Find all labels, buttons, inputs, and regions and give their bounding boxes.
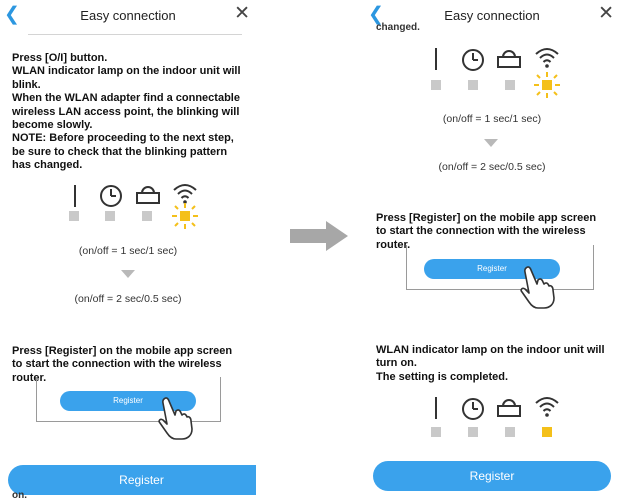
timer-icon	[458, 44, 488, 74]
mini-register-button: Register	[60, 391, 196, 411]
blink-rate-slow: (on/off = 2 sec/0.5 sec)	[74, 293, 182, 305]
blinking-lamp-icon	[170, 201, 200, 231]
timer-icon	[96, 180, 126, 210]
left-screen	[0, 0, 256, 500]
instruction-line: When the WLAN adapter find a connectable wireless LAN access point, the blinking will become slowly.	[12, 92, 240, 132]
down-arrow-icon	[121, 270, 135, 278]
register-button[interactable]: Register	[373, 461, 611, 491]
wifi-icon	[532, 42, 562, 72]
lamp-off	[505, 427, 515, 437]
close-icon[interactable]: ✕	[598, 3, 614, 24]
blink-rate-fast: (on/off = 1 sec/1 sec)	[442, 113, 542, 125]
instruction-line: Press [O/I] button.	[12, 52, 108, 64]
close-icon[interactable]: ✕	[234, 3, 250, 24]
tap-hand-icon	[152, 393, 200, 441]
next-step-arrow-icon	[290, 221, 348, 251]
tap-hand-icon	[514, 262, 562, 310]
unit-icon	[494, 393, 524, 423]
lamp-off	[105, 211, 115, 221]
down-arrow-icon	[484, 139, 498, 147]
unit-icon	[133, 180, 163, 210]
lamp-off	[468, 80, 478, 90]
header	[0, 0, 256, 34]
lamp-off	[431, 80, 441, 90]
wifi-icon	[532, 391, 562, 421]
page-title: Easy connection	[444, 8, 540, 23]
blink-rate-slow: (on/off = 2 sec/0.5 sec)	[438, 161, 546, 173]
timer-icon	[458, 393, 488, 423]
mini-register-button: Register	[424, 259, 560, 279]
lamp-on	[542, 427, 552, 437]
lamp-off	[142, 211, 152, 221]
scrolled-text-fragment: on.	[12, 490, 27, 500]
power-line-icon	[421, 394, 451, 424]
lamp-off	[505, 80, 515, 90]
instruction-line: NOTE: Before proceeding to the next step, be sure to check that the blinking pattern has changed.	[12, 132, 234, 172]
header-divider	[28, 34, 242, 35]
power-line-icon	[60, 182, 90, 212]
completion-line: The setting is completed.	[376, 370, 509, 383]
blink-rate-fast: (on/off = 1 sec/1 sec)	[78, 245, 178, 257]
blinking-lamp-icon	[532, 70, 562, 100]
power-line-icon	[421, 45, 451, 75]
lamp-off	[69, 211, 79, 221]
right-screen	[364, 0, 620, 500]
page-title: Easy connection	[80, 8, 176, 23]
completion-line: WLAN indicator lamp on the indoor unit will turn on.	[376, 344, 605, 370]
scrolled-text-fragment: changed.	[376, 22, 420, 33]
lamp-off	[468, 427, 478, 437]
instruction-line: WLAN indicator lamp on the indoor unit will blink.	[12, 65, 241, 91]
lamp-off	[431, 427, 441, 437]
unit-icon	[494, 44, 524, 74]
back-chevron-icon[interactable]: ❮	[368, 4, 384, 25]
register-instruction: Press [Register] on the mobile app screen to start the connection with the wireless router.	[12, 345, 233, 384]
register-button[interactable]: Register	[8, 465, 256, 495]
back-chevron-icon[interactable]: ❮	[4, 4, 20, 25]
instruction-step	[12, 52, 244, 173]
register-instruction: Press [Register] on the mobile app screen to start the connection with the wireless router.	[376, 212, 597, 251]
completion-instruction	[376, 344, 608, 384]
